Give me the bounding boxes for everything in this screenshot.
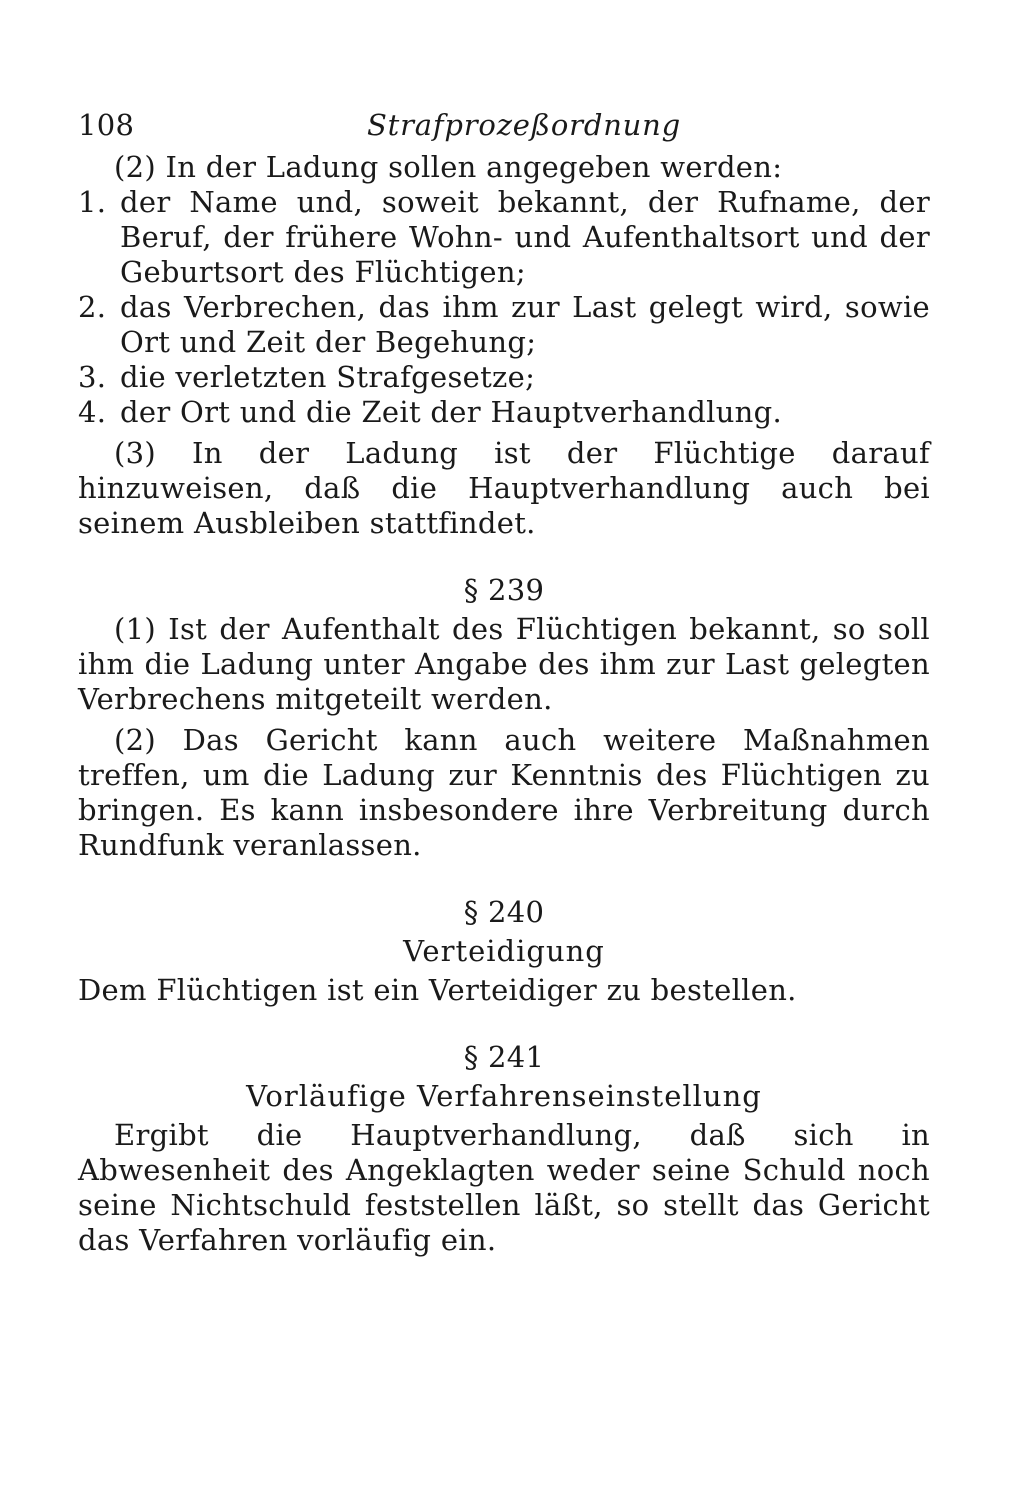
list-item-number: 3. [78, 360, 107, 394]
list-item-number: 2. [78, 290, 107, 324]
section-239-paragraph-1: (1) Ist der Aufenthalt des Flüchtigen bekannt, so soll ihm die Ladung unter Angabe des ihm zur Last gelegten Verbrechens mitgeteilt werden. [78, 612, 930, 716]
section-241-number: § 241 [463, 1040, 545, 1074]
section-241-title: Vorläufige Verfahrenseinstellung [246, 1079, 762, 1113]
paragraph-2-intro: (2) In der Ladung sollen angegeben werden: [114, 150, 783, 184]
paragraph-3: (3) In der Ladung ist der Flüchtige darauf hinzuweisen, daß die Hauptverhandlung auch bei seinem Ausbleiben stattfindet. [78, 436, 930, 540]
document-page [78, 100, 930, 1258]
page-number: 108 [78, 108, 135, 142]
list-item-number: 4. [78, 395, 107, 429]
section-241-text: Ergibt die Hauptverhandlung, daß sich in Abwesenheit des Angeklagten weder seine Schuld noch seine Nichtschuld feststellen läßt, so stellt das Gericht das Verfahren vorläufig ein. [78, 1118, 930, 1257]
requirements-list [78, 185, 930, 430]
section-240-text: Dem Flüchtigen ist ein Verteidiger zu bestellen. [78, 973, 797, 1007]
list-item-text: der Ort und die Zeit der Hauptverhandlung. [120, 395, 783, 429]
list-item [78, 395, 930, 430]
list-item-text: der Name und, soweit bekannt, der Rufname, der Beruf, der frühere Wohn- und Aufenthaltsort und der Geburtsort des Flüchtigen; [120, 185, 930, 289]
page-header [78, 100, 930, 150]
section-240-number: § 240 [463, 895, 545, 929]
list-item [78, 290, 930, 360]
running-title: Strafprozeßordnung [367, 108, 681, 142]
list-item-text: die verletzten Strafgesetze; [120, 360, 536, 394]
section-239-number: § 239 [463, 573, 545, 607]
list-item-number: 1. [78, 185, 107, 219]
section-239-paragraph-2: (2) Das Gericht kann auch weitere Maßnahmen treffen, um die Ladung zur Kenntnis des Flüchtigen zu bringen. Es kann insbesondere ihre Verbreitung durch Rundfunk veranlassen. [78, 723, 930, 862]
list-item-text: das Verbrechen, das ihm zur Last gelegt wird, sowie Ort und Zeit der Begehung; [120, 290, 930, 359]
list-item [78, 360, 930, 395]
list-item [78, 185, 930, 290]
section-240-title: Verteidigung [403, 934, 605, 968]
